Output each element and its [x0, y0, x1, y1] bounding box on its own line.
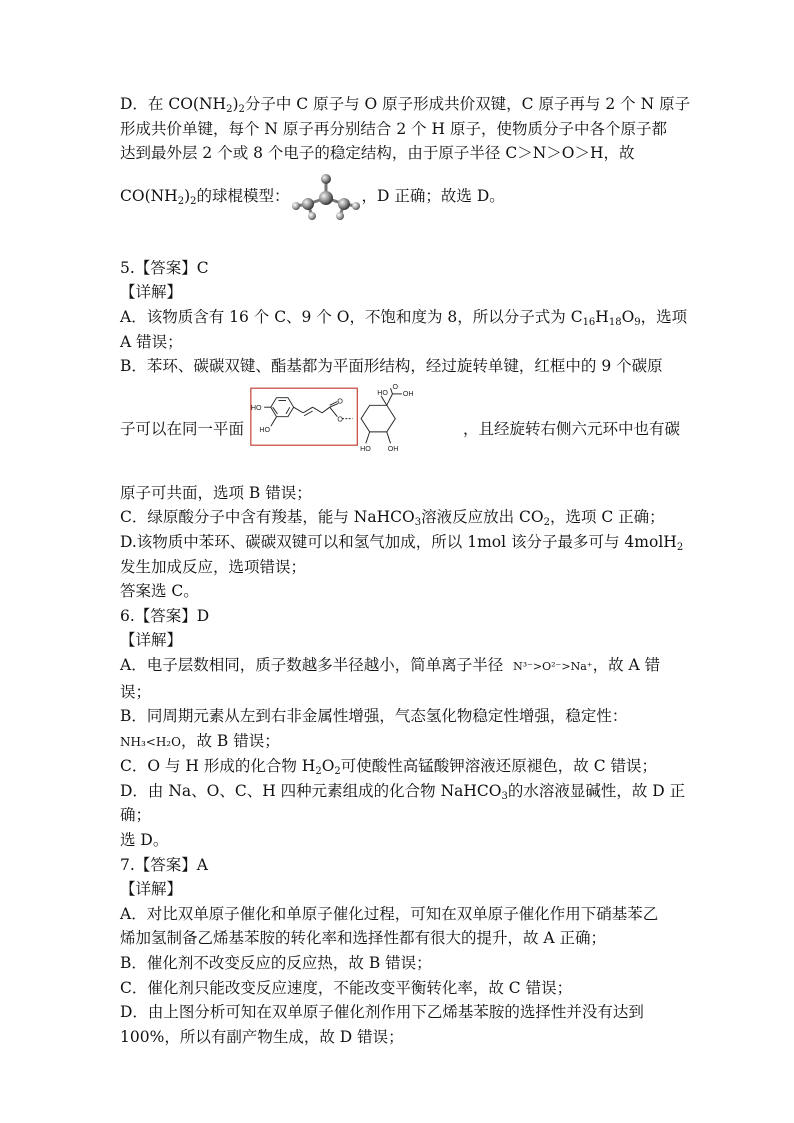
- q4-option-d-line4: $CO(NH_2)_2$的球棍模型： ，D 正确；故选 D。: [120, 166, 680, 228]
- q5-option-b-line1: B．苯环、碳碳双键、酯基都为平面形结构，经过旋转单键，红框中的 9 个碳原: [120, 357, 663, 376]
- q6-final: 选 D。: [120, 831, 169, 850]
- q7-option-b: B．催化剂不改变反应的反应热，故 B 错误；: [120, 954, 432, 973]
- q5-option-a-line1: A．该物质含有 16 个 C、9 个 O，不饱和度为 8，所以分子式为 $C_{16}H_{18}O_9$，选项: [120, 307, 688, 328]
- q5-option-a-line2: A 错误；: [120, 332, 183, 351]
- q5-option-b-line2: 子可以在同一平面 HO HO O O HO OH O HO OH ，且经旋转右侧六元环中也有碳: [120, 379, 680, 481]
- q4-option-d-line2: 形成共价单键，每个 N 原子再分别结合 2 个 H 原子，使物质分子中各个原子都: [120, 119, 668, 138]
- q6-option-c: C．O 与 H 形成的化合物 $H_2O_2$可使酸性高锰酸钾溶液还原褪色，故 C 错误；: [120, 757, 657, 778]
- q6-option-b-line2: NH₃<H₂O，故 B 错误；: [120, 731, 280, 750]
- document-page: [120, 92, 691, 1049]
- q5-final: 答案选 C。: [120, 582, 199, 601]
- q6-option-a-line1: A．电子层数相同，质子数越多半径越小，简单离子半径 N³⁻>O²⁻>Na⁺，故 A 错: [120, 655, 661, 674]
- q7-option-a-line2: 烯加氢制备乙烯基苯胺的转化率和选择性都有很大的提升，故 A 正确；: [120, 929, 607, 948]
- q4-option-d-line3: 达到最外层 2 个或 8 个电子的稳定结构，由于原子半径 C＞N＞O＞H，故: [120, 144, 635, 163]
- mol-label-oh1: OH: [402, 389, 414, 398]
- q5-answer: 5.【答案】C: [120, 258, 209, 277]
- mol-label-ho1: HO: [250, 403, 262, 412]
- q5-option-d-line2: 发生加成反应，选项错误；: [120, 557, 307, 576]
- q7-option-a-line1: A．对比双单原子催化和单原子催化过程，可知在双单原子催化作用下硝基苯乙: [120, 904, 659, 923]
- q5-detail-heading: 【详解】: [120, 283, 183, 302]
- mol-label-oh2: OH: [387, 444, 399, 453]
- mol-label-ho3: HO: [377, 388, 388, 397]
- q6-option-d-line2: 确；: [120, 806, 152, 825]
- stability-formula: NH₃<H₂O: [120, 734, 181, 749]
- urea-ball-stick-model: [290, 172, 362, 222]
- mol-label-o3: O: [392, 383, 398, 391]
- ion-radius-formula: N³⁻>O²⁻>Na⁺: [513, 659, 593, 673]
- q5-option-d-line1: D.该物质中苯环、碳碳双键可以和氢气加成，所以 1mol 该分子最多可与 4molH$_2$: [120, 532, 684, 553]
- mol-label-ho4: HO: [360, 444, 371, 453]
- q7-option-d-line1: D．由上图分析可知在双单原子催化剂作用下乙烯基苯胺的选择性并没有达到: [120, 1003, 644, 1022]
- q6-detail-heading: 【详解】: [120, 631, 183, 650]
- mol-label-o1: O: [337, 397, 343, 406]
- q6-option-b-line1: B．同周期元素从左到右非金属性增强，气态氢化物稳定性增强，稳定性：: [120, 707, 628, 726]
- mol-label-ho2: HO: [259, 425, 271, 434]
- q6-option-a-line2: 误；: [120, 682, 152, 701]
- q6-option-d-line1: D．由 Na、O、C、H 四种元素组成的化合物 NaHCO$_3$的水溶液显碱性，故 D 正: [120, 781, 686, 802]
- mol-label-o2: O: [337, 415, 343, 424]
- q7-option-d-line2: 100%，所以有副产物生成，故 D 错误；: [120, 1027, 404, 1046]
- q4-option-d-line1: D．在 $CO(NH_2)_2$分子中 C 原子与 O 原子形成共价双键，C 原子再与 2 个 N 原子: [120, 95, 691, 115]
- q6-answer: 6.【答案】D: [120, 606, 210, 625]
- q7-option-c: C．催化剂只能改变反应速度，不能改变平衡转化率，故 C 错误；: [120, 978, 573, 997]
- q7-detail-heading: 【详解】: [120, 880, 183, 899]
- q7-answer: 7.【答案】A: [120, 855, 208, 874]
- q5-option-b-line3: 原子可共面，选项 B 错误；: [120, 483, 312, 502]
- chlorogenic-acid-structure: [248, 384, 459, 476]
- q5-option-c: C．绿原酸分子中含有羧基，能与 NaHCO$_3$溶液反应放出 $CO_2$，选项 C 正确；: [120, 508, 665, 529]
